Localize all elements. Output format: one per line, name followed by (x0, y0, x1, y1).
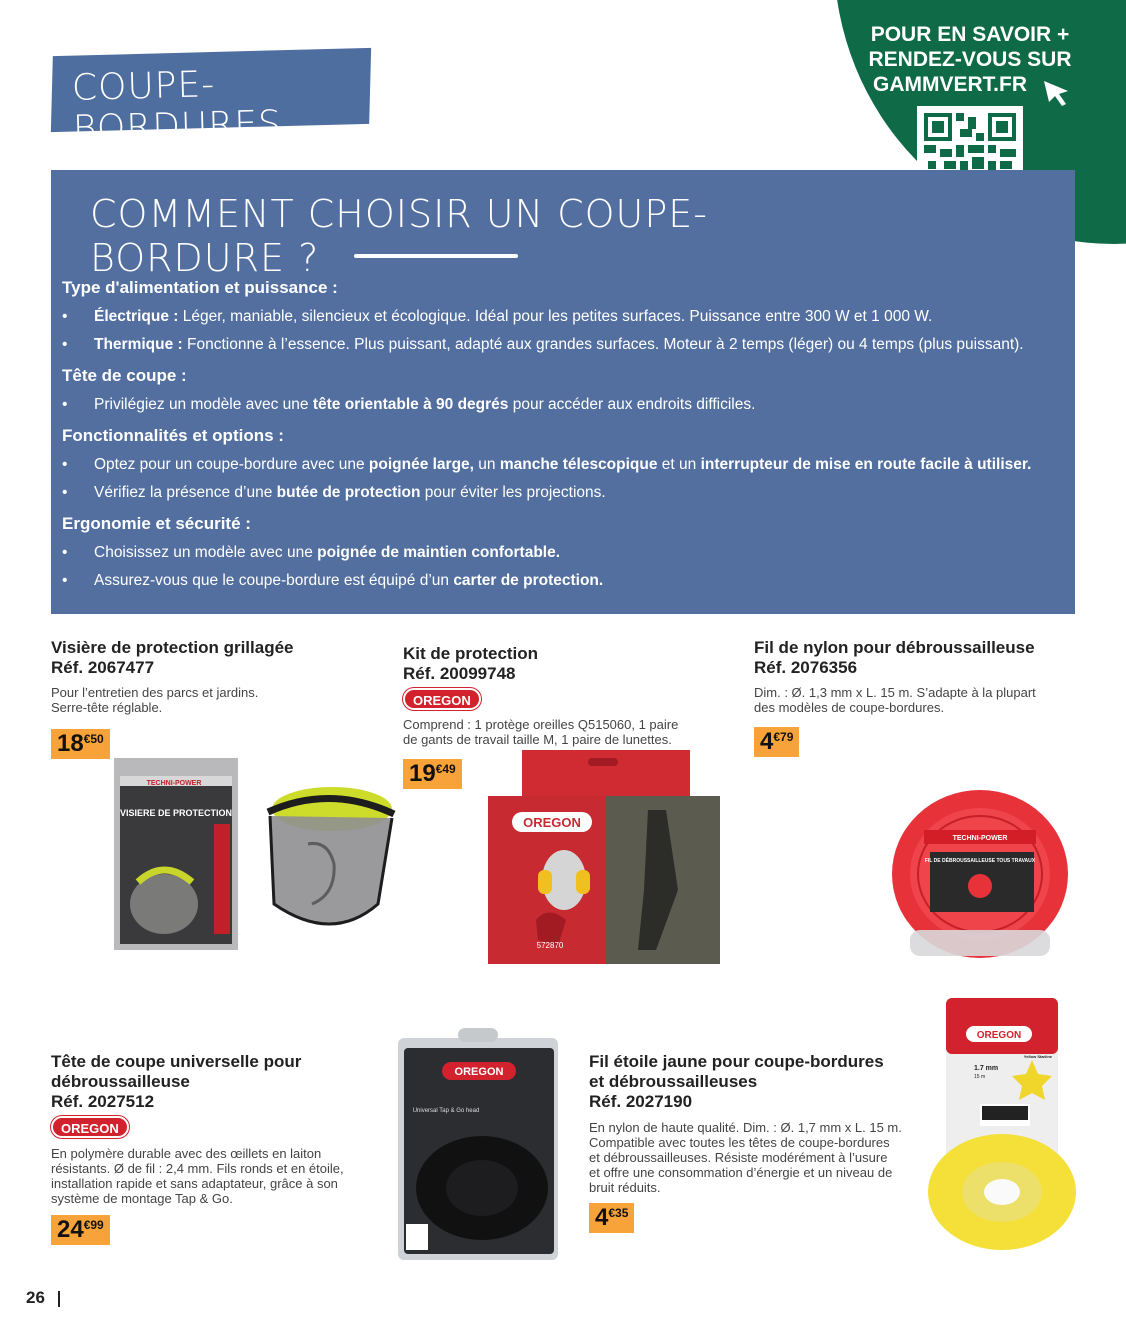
pack-length: 15 m (974, 1074, 986, 1080)
item-text: et un (657, 456, 701, 473)
guide-body (62, 274, 1062, 598)
protection-kit-image[interactable] (488, 750, 720, 966)
trimmer-head-image[interactable] (398, 1028, 560, 1262)
guide-list-item (62, 451, 1062, 479)
item-text: Vérifiez la présence d’une (94, 484, 277, 501)
product-title[interactable] (754, 638, 1074, 678)
price-decimal: €50 (83, 732, 104, 746)
desc-line: Compatible avec toutes les têtes de coupe-bordures (589, 1135, 890, 1150)
pack-brand: TECHNI-POWER (952, 835, 1008, 842)
pack-size: 1.7 mm (974, 1065, 999, 1072)
item-text: Privilégiez un modèle avec une (94, 396, 313, 413)
yellow-star-line-image[interactable] (924, 996, 1080, 1254)
product-description (51, 685, 371, 715)
promo-line-2: RENDEZ-VOUS SUR (868, 48, 1072, 71)
product-ref: Réf. 2027190 (589, 1092, 693, 1111)
product-name: Fil de nylon pour débroussailleuse (754, 638, 1035, 657)
guide-list-item (62, 331, 1062, 359)
bullet-icon: • (62, 484, 68, 501)
product-name: Visière de protection grillagée (51, 638, 294, 657)
item-text: un (473, 456, 500, 473)
bold-text: tête orientable à 90 degrés (312, 396, 509, 413)
visor-product-image[interactable] (108, 754, 408, 954)
section-title: COUPE-BORDURES (71, 64, 283, 150)
price-decimal: €35 (608, 1206, 629, 1220)
desc-line: système de montage Tap & Go. (51, 1191, 233, 1206)
page-number: 26 (26, 1288, 45, 1307)
red-nylon-line-image[interactable] (890, 744, 1070, 964)
bold-text: poignée de maintien confortable. (317, 544, 561, 561)
guide-section-title: Ergonomie et sécurité : (62, 514, 251, 533)
product-ref: Réf. 20099748 (403, 664, 516, 683)
price-decimal: €79 (773, 730, 794, 744)
price-integer: 4 (595, 1204, 609, 1231)
desc-line: et débroussailleuses. Résiste modérément à l’usure (589, 1150, 888, 1165)
cursor-arrow-icon (1040, 78, 1072, 108)
price-decimal: €49 (435, 762, 456, 776)
item-text: pour éviter les projections. (420, 484, 606, 501)
pack-brand: OREGON (523, 815, 581, 830)
desc-line: Pour l’entretien des parcs et jardins. (51, 685, 259, 700)
guide-section-title: Tête de coupe : (62, 366, 187, 385)
page-divider (58, 1291, 60, 1307)
pack-brand: OREGON (976, 1030, 1022, 1041)
guide-list-item (62, 539, 1062, 567)
desc-line: bruit réduits. (589, 1180, 661, 1195)
item-text: Fonctionne à l’essence. Plus puissant, adapté aux grandes surfaces. Moteur à 2 temps (léger) ou 4 temps (plus puissant). (182, 336, 1024, 353)
bold-text: interrupteur de mise en route facile à utiliser. (700, 456, 1032, 473)
guide-section-head (62, 362, 1062, 419)
product-ref: Réf. 2027512 (51, 1092, 155, 1111)
bullet-icon: • (62, 396, 68, 413)
desc-line: installation rapide et sans adaptateur, grâce à son (51, 1176, 338, 1191)
oregon-brand-badge: OREGON (51, 1116, 129, 1138)
price-integer: 24 (57, 1216, 84, 1243)
desc-line: des modèles de coupe-bordures. (754, 700, 945, 715)
product-title[interactable] (51, 638, 371, 678)
pack-name: Yellow Starline (1023, 1054, 1052, 1059)
item-text: Léger, maniable, silencieux et écologique. Idéal pour les petites surfaces. Puissance entre 300 W et 1 000 W. (178, 308, 933, 325)
product-name: Kit de protection (403, 644, 539, 663)
product-ref: Réf. 2067477 (51, 658, 155, 677)
item-text: Assurez-vous que le coupe-bordure est équipé d’un (94, 572, 454, 589)
product-description (754, 685, 1074, 715)
price-tag (51, 729, 110, 759)
price-integer: 18 (57, 730, 84, 757)
price-tag (51, 1215, 110, 1245)
desc-line: Dim. : Ø. 1,3 mm x L. 15 m. S’adapte à la plupart (754, 685, 1036, 700)
bold-text: Électrique : (94, 308, 179, 325)
guide-section-features (62, 422, 1062, 507)
desc-line: et offre une consommation d’énergie et un niveau de (589, 1165, 893, 1180)
bold-text: Thermique : (94, 336, 183, 353)
product-description (403, 717, 723, 747)
bold-text: carter de protection. (453, 572, 604, 589)
pack-code: 572870 (536, 941, 564, 950)
oregon-brand-badge: OREGON (403, 688, 481, 710)
product-ref: Réf. 2076356 (754, 658, 858, 677)
promo-line-3: GAMMVERT.FR (873, 73, 1027, 96)
guide-section-power (62, 274, 1062, 359)
bullet-icon: • (62, 456, 68, 473)
guide-underline (354, 254, 518, 258)
item-text: pour accéder aux endroits difficiles. (508, 396, 756, 413)
price-tag (403, 759, 462, 789)
product-name: débroussailleuse (51, 1072, 190, 1091)
bullet-icon: • (62, 336, 68, 353)
product-description (589, 1120, 929, 1195)
price-tag (754, 727, 799, 757)
guide-list-item (62, 479, 1062, 507)
guide-list-item (62, 303, 1062, 331)
guide-section-ergonomics (62, 510, 1062, 595)
bullet-icon: • (62, 572, 68, 589)
guide-section-title: Type d'alimentation et puissance : (62, 278, 338, 297)
guide-section-title: Fonctionnalités et options : (62, 426, 284, 445)
guide-list-item (62, 567, 1062, 595)
desc-line: Serre-tête réglable. (51, 700, 163, 715)
price-integer: 19 (409, 760, 436, 787)
product-name: Tête de coupe universelle pour (51, 1052, 302, 1071)
desc-line: Comprend : 1 protège oreilles Q515060, 1 paire (403, 717, 679, 732)
desc-line: résistants. Ø de fil : 2,4 mm. Fils ronds et en étoile, (51, 1161, 344, 1176)
pack-brand: TECHNI-POWER (146, 780, 202, 787)
pack-text: Universal Tap & Go head (412, 1108, 480, 1114)
product-title[interactable] (403, 644, 723, 684)
item-text: Optez pour un coupe-bordure avec une (94, 456, 369, 473)
pack-brand: OREGON (454, 1066, 504, 1078)
price-integer: 4 (760, 728, 774, 755)
desc-line: En nylon de haute qualité. Dim. : Ø. 1,7 mm x L. 15 m. (589, 1120, 902, 1135)
bullet-icon: • (62, 308, 68, 325)
bullet-icon: • (62, 544, 68, 561)
price-tag (589, 1203, 634, 1233)
desc-line: En polymère durable avec des œillets en laiton (51, 1146, 322, 1161)
pack-title: FIL DE DÉBROUSSAILLEUSE TOUS TRAVAUX (924, 858, 1036, 864)
product-name: Fil étoile jaune pour coupe-bordures (589, 1052, 884, 1071)
bold-text: manche télescopique (499, 456, 658, 473)
bold-text: butée de protection (276, 484, 421, 501)
product-title[interactable] (589, 1052, 909, 1112)
guide-list-item (62, 391, 1062, 419)
promo-line-1: POUR EN SAVOIR + (870, 23, 1070, 46)
product-description (51, 1146, 381, 1206)
desc-line: de gants de travail taille M, 1 paire de lunettes. (403, 732, 672, 747)
product-title[interactable] (51, 1052, 371, 1112)
bold-text: poignée large, (368, 456, 474, 473)
pack-title: VISIERE DE PROTECTION (119, 808, 233, 818)
price-decimal: €99 (83, 1218, 104, 1232)
product-name: et débroussailleuses (589, 1072, 758, 1091)
guide-heading: COMMENT CHOISIR UN COUPE-BORDURE ? (90, 192, 708, 280)
item-text: Choisissez un modèle avec une (94, 544, 318, 561)
